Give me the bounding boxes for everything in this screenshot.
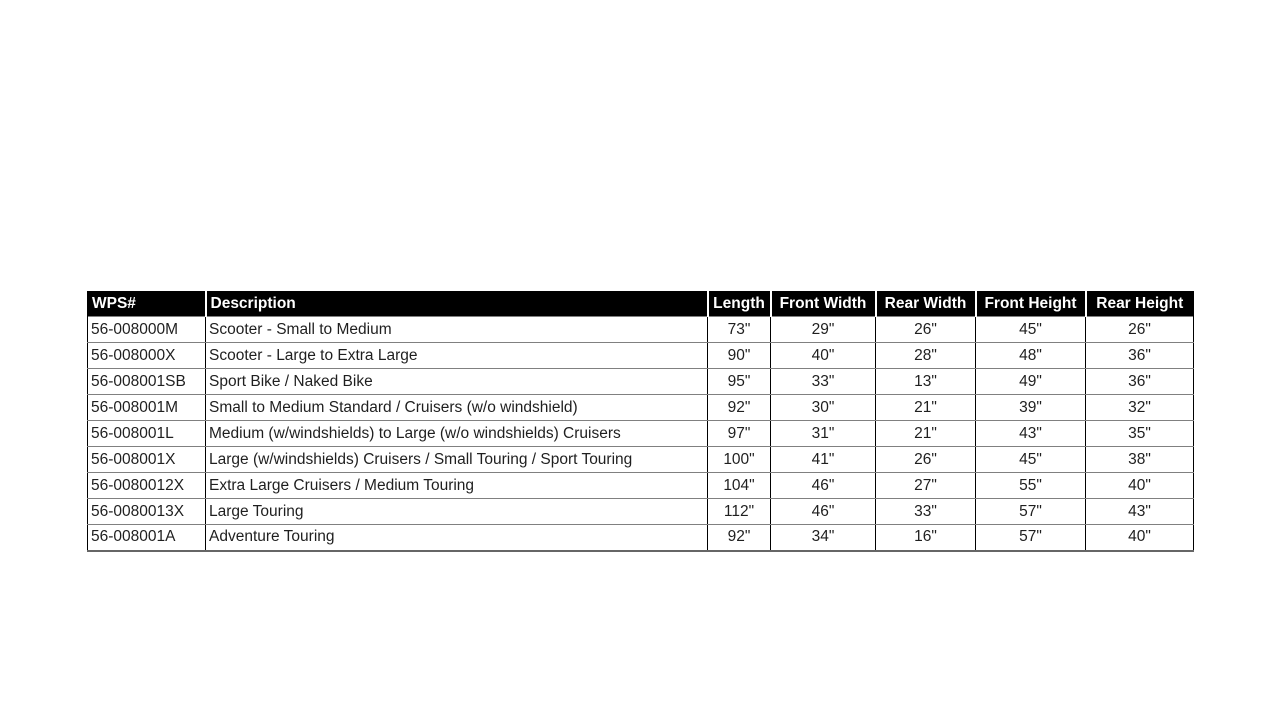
cell-rear-height: 38" <box>1086 447 1194 473</box>
cell-length: 92" <box>708 395 771 421</box>
cell-length: 104" <box>708 473 771 499</box>
header-description: Description <box>206 292 708 317</box>
cell-front-width: 33" <box>771 369 876 395</box>
header-length: Length <box>708 292 771 317</box>
cell-length: 92" <box>708 525 771 551</box>
cell-length: 73" <box>708 317 771 343</box>
table-row <box>88 369 1194 395</box>
table-header <box>88 292 1194 317</box>
cell-wps: 56-008001M <box>88 395 206 421</box>
cell-rear-width: 26" <box>876 317 976 343</box>
cell-front-height: 55" <box>976 473 1086 499</box>
table-row <box>88 499 1194 525</box>
cell-rear-height: 36" <box>1086 369 1194 395</box>
cell-description: Adventure Touring <box>206 525 708 551</box>
cell-front-width: 40" <box>771 343 876 369</box>
table-body <box>88 317 1194 551</box>
header-row <box>88 292 1194 317</box>
cell-front-width: 31" <box>771 421 876 447</box>
header-rear-width: Rear Width <box>876 292 976 317</box>
cell-front-width: 46" <box>771 499 876 525</box>
cell-front-height: 39" <box>976 395 1086 421</box>
cell-rear-width: 16" <box>876 525 976 551</box>
cell-description: Medium (w/windshields) to Large (w/o windshields) Cruisers <box>206 421 708 447</box>
cell-front-height: 43" <box>976 421 1086 447</box>
cell-front-width: 41" <box>771 447 876 473</box>
cell-front-height: 49" <box>976 369 1086 395</box>
cell-wps: 56-008001A <box>88 525 206 551</box>
cell-wps: 56-008000X <box>88 343 206 369</box>
header-front-height: Front Height <box>976 292 1086 317</box>
cell-wps: 56-008001L <box>88 421 206 447</box>
cell-rear-height: 35" <box>1086 421 1194 447</box>
cell-rear-width: 33" <box>876 499 976 525</box>
cell-rear-height: 32" <box>1086 395 1194 421</box>
table-row <box>88 473 1194 499</box>
cell-description: Small to Medium Standard / Cruisers (w/o windshield) <box>206 395 708 421</box>
cell-rear-width: 21" <box>876 395 976 421</box>
cell-description: Large (w/windshields) Cruisers / Small Touring / Sport Touring <box>206 447 708 473</box>
cell-rear-height: 26" <box>1086 317 1194 343</box>
cell-rear-width: 28" <box>876 343 976 369</box>
cell-wps: 56-0080012X <box>88 473 206 499</box>
table-row <box>88 525 1194 551</box>
cell-front-height: 57" <box>976 525 1086 551</box>
header-wps: WPS# <box>88 292 206 317</box>
header-front-width: Front Width <box>771 292 876 317</box>
cell-length: 97" <box>708 421 771 447</box>
cell-description: Scooter - Large to Extra Large <box>206 343 708 369</box>
cell-front-width: 46" <box>771 473 876 499</box>
cell-length: 95" <box>708 369 771 395</box>
cell-rear-height: 40" <box>1086 525 1194 551</box>
cell-rear-height: 43" <box>1086 499 1194 525</box>
cell-length: 112" <box>708 499 771 525</box>
cell-front-height: 57" <box>976 499 1086 525</box>
cell-rear-width: 21" <box>876 421 976 447</box>
cell-rear-width: 13" <box>876 369 976 395</box>
cell-front-height: 45" <box>976 317 1086 343</box>
table-row <box>88 421 1194 447</box>
size-chart-table <box>87 291 1194 552</box>
cell-front-height: 45" <box>976 447 1086 473</box>
table-row <box>88 395 1194 421</box>
table-row <box>88 447 1194 473</box>
cell-wps: 56-008000M <box>88 317 206 343</box>
cell-front-width: 30" <box>771 395 876 421</box>
cell-length: 90" <box>708 343 771 369</box>
cell-front-height: 48" <box>976 343 1086 369</box>
table-row <box>88 343 1194 369</box>
table-row <box>88 317 1194 343</box>
cell-length: 100" <box>708 447 771 473</box>
cell-description: Sport Bike / Naked Bike <box>206 369 708 395</box>
cell-description: Scooter - Small to Medium <box>206 317 708 343</box>
cell-front-width: 34" <box>771 525 876 551</box>
cell-rear-height: 40" <box>1086 473 1194 499</box>
cell-wps: 56-008001X <box>88 447 206 473</box>
cell-rear-width: 26" <box>876 447 976 473</box>
cell-front-width: 29" <box>771 317 876 343</box>
header-rear-height: Rear Height <box>1086 292 1194 317</box>
cell-rear-width: 27" <box>876 473 976 499</box>
cell-rear-height: 36" <box>1086 343 1194 369</box>
cell-wps: 56-008001SB <box>88 369 206 395</box>
cell-description: Extra Large Cruisers / Medium Touring <box>206 473 708 499</box>
cell-description: Large Touring <box>206 499 708 525</box>
cell-wps: 56-0080013X <box>88 499 206 525</box>
